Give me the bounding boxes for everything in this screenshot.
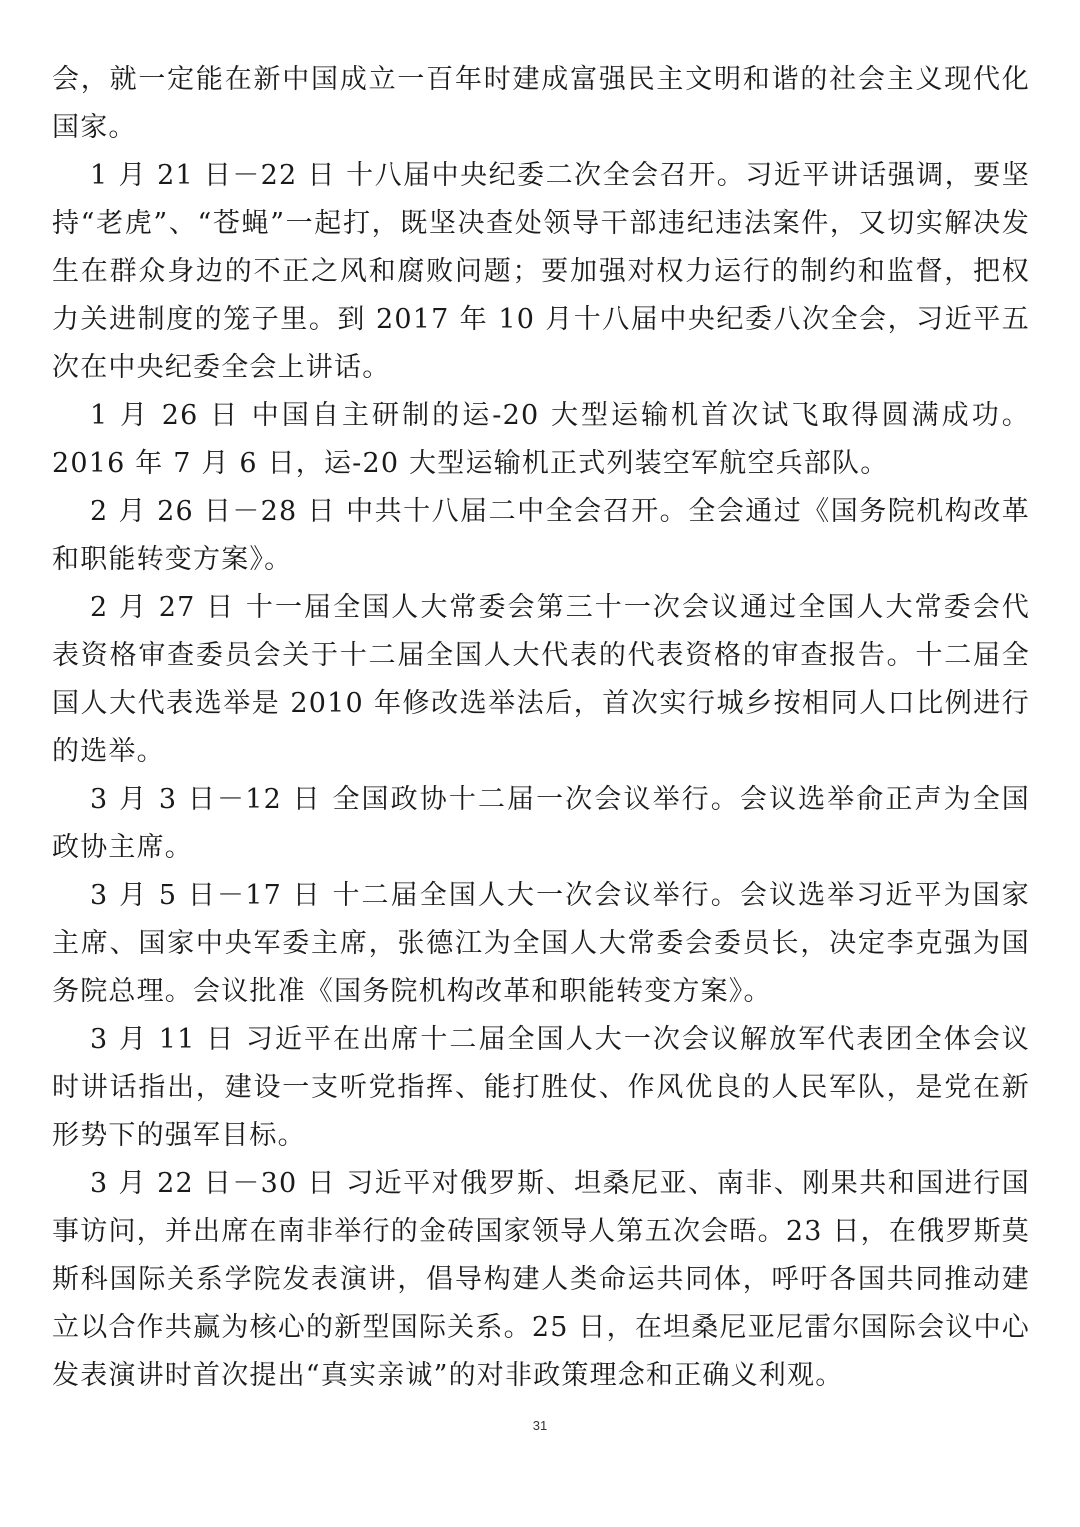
paragraph-mar-22: 3 月 22 日－30 日 习近平对俄罗斯、坦桑尼亚、南非、刚果共和国进行国事访问，并出席在南非举行的金砖国家领导人第五次会晤。23 日，在俄罗斯莫斯科国际关系学院发表演讲，倡导构建人类命运共同体，呼吁各国共同推动建立以合作共赢为核心的新型国际关系。25 日，在坦桑尼亚尼雷尔国际会议中心发表演讲时首次提出“真实亲诚”的对非政策理念和正确义利观。 bbox=[52, 1168, 1030, 1391]
paragraph-mar-11: 3 月 11 日 习近平在出席十二届全国人大一次会议解放军代表团全体会议时讲话指出，建设一支听党指挥、能打胜仗、作风优良的人民军队，是党在新形势下的强军目标。 bbox=[52, 1024, 1030, 1151]
paragraph-continuation: 会，就一定能在新中国成立一百年时建成富强民主文明和谐的社会主义现代化国家。 bbox=[52, 64, 1030, 143]
paragraph-feb-27: 2 月 27 日 十一届全国人大常委会第三十一次会议通过全国人大常委会代表资格审查委员会关于十二届全国人大代表的代表资格的审查报告。十二届全国人大代表选举是 2010 年修改选举法后，首次实行城乡按相同人口比例进行的选举。 bbox=[52, 592, 1030, 767]
paragraph-feb-26: 2 月 26 日－28 日 中共十八届二中全会召开。全会通过《国务院机构改革和职能转变方案》。 bbox=[52, 496, 1030, 575]
document-body bbox=[52, 56, 1030, 1400]
paragraph-jan-21: 1 月 21 日－22 日 十八届中央纪委二次全会召开。习近平讲话强调，要坚持“老虎”、“苍蝇”一起打，既坚决查处领导干部违纪违法案件，又切实解决发生在群众身边的不正之风和腐败问题；要加强对权力运行的制约和监督，把权力关进制度的笼子里。到 2017 年 10 月十八届中央纪委八次全会，习近平五次在中央纪委全会上讲话。 bbox=[52, 160, 1030, 383]
paragraph-jan-26: 1 月 26 日 中国自主研制的运-20 大型运输机首次试飞取得圆满成功。2016 年 7 月 6 日，运-20 大型运输机正式列装空军航空兵部队。 bbox=[52, 400, 1030, 479]
page-number: 31 bbox=[532, 1418, 548, 1433]
paragraph-mar-5: 3 月 5 日－17 日 十二届全国人大一次会议举行。会议选举习近平为国家主席、国家中央军委主席，张德江为全国人大常委会委员长，决定李克强为国务院总理。会议批准《国务院机构改革和职能转变方案》。 bbox=[52, 880, 1030, 1007]
paragraph-mar-3: 3 月 3 日－12 日 全国政协十二届一次会议举行。会议选举俞正声为全国政协主席。 bbox=[52, 784, 1030, 863]
